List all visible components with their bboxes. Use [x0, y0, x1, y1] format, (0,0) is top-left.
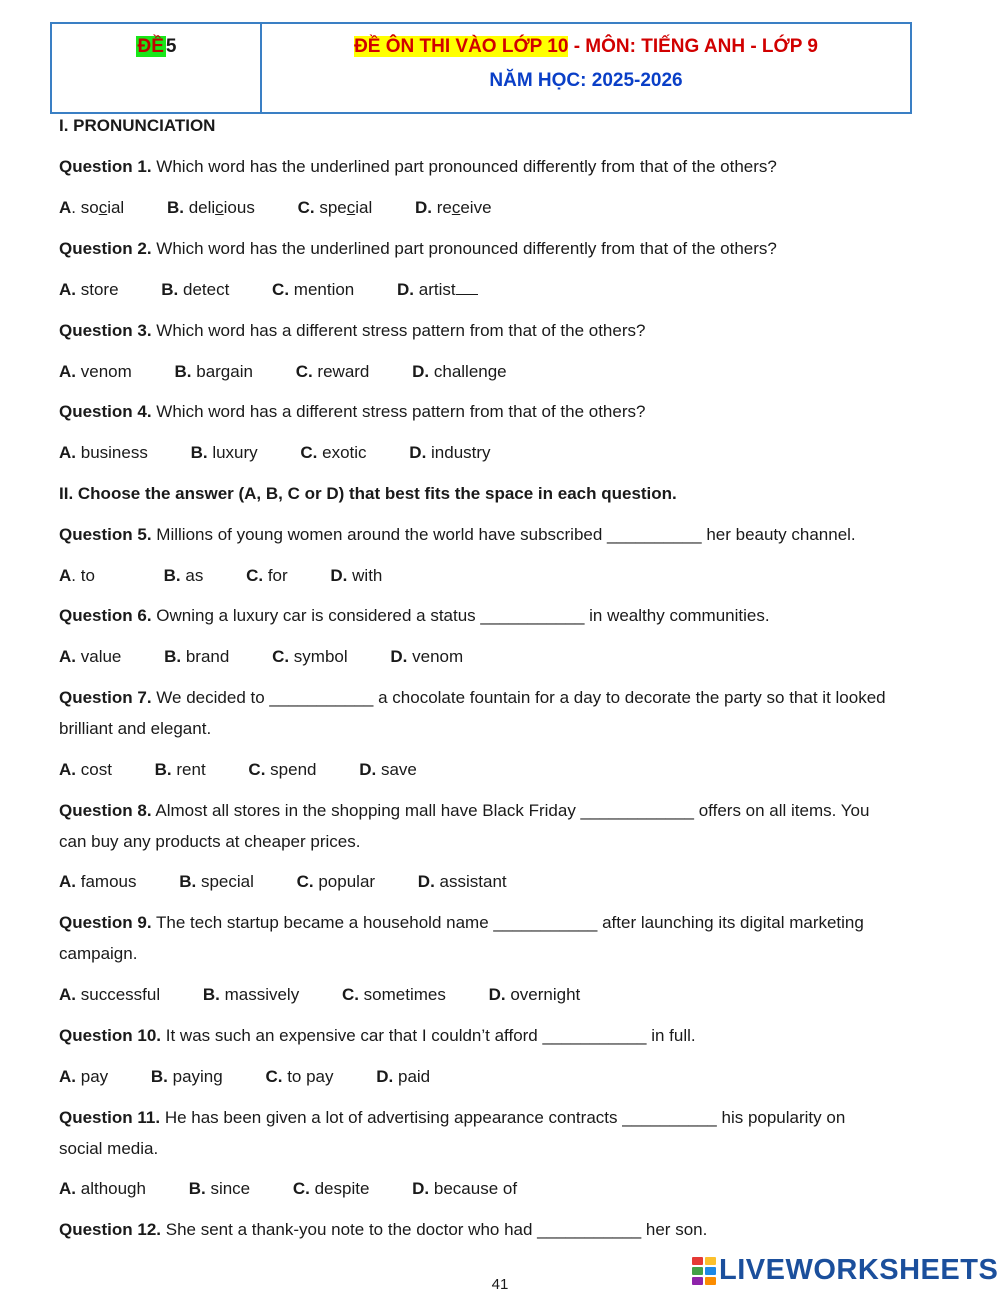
option-d[interactable]: D. save: [359, 760, 417, 779]
option-d[interactable]: D. paid: [376, 1067, 431, 1086]
question-7-options: [59, 759, 455, 781]
question-4-options: [59, 442, 529, 464]
option-a[interactable]: A. social: [59, 198, 125, 217]
option-c[interactable]: C. to pay: [265, 1067, 334, 1086]
question-number: Question 1.: [59, 157, 152, 176]
option-a[interactable]: A. value: [59, 647, 122, 666]
option-c[interactable]: C. reward: [295, 362, 370, 381]
question-8-continued: can buy any products at cheaper prices.: [59, 832, 361, 851]
option-d[interactable]: D. receive: [414, 198, 492, 217]
exam-number-cell: [52, 24, 262, 112]
question-9: Question 9. The tech startup became a household name ___________ after launching its digital marketing: [59, 913, 864, 932]
page-number: 41: [491, 1276, 509, 1293]
question-3: Question 3. Which word has a different stress pattern from that of the others?: [59, 321, 646, 340]
answer-blank[interactable]: [456, 281, 478, 295]
question-9-options: [59, 984, 618, 1006]
question-8: Question 8. Almost all stores in the shopping mall have Black Friday ____________ offers on all items. You: [59, 801, 870, 820]
question-12: Question 12. She sent a thank-you note to the doctor who had ___________ her son.: [59, 1220, 708, 1239]
question-11-options: [59, 1178, 555, 1200]
option-b[interactable]: B. bargain: [174, 362, 253, 381]
option-d[interactable]: D. assistant: [417, 872, 507, 891]
exam-title-cell: [262, 24, 910, 112]
header-table: [50, 22, 912, 114]
option-a[interactable]: A. cost: [59, 760, 112, 779]
question-7-continued: brilliant and elegant.: [59, 719, 212, 738]
option-c[interactable]: C. special: [297, 198, 373, 217]
question-11: Question 11. He has been given a lot of advertising appearance contracts __________ his popularity on: [59, 1108, 846, 1127]
question-5-options: [59, 565, 420, 587]
question-6: Question 6. Owning a luxury car is considered a status ___________ in wealthy communities.: [59, 606, 770, 625]
option-b[interactable]: B. delicious: [166, 198, 255, 217]
de-label: ĐỀ: [137, 36, 164, 57]
option-d[interactable]: D. venom: [390, 647, 464, 666]
option-b[interactable]: B. special: [179, 872, 254, 891]
option-b[interactable]: B. as: [163, 566, 204, 585]
option-d[interactable]: D. challenge: [412, 362, 507, 381]
option-d[interactable]: D. with: [330, 566, 383, 585]
option-c[interactable]: C. mention: [272, 280, 355, 299]
option-b[interactable]: B. rent: [154, 760, 206, 779]
option-a[interactable]: A. store: [59, 280, 119, 299]
liveworksheets-brand: LIVEWORKSHEETS: [719, 1254, 999, 1286]
section-title-choose-answer: II. Choose the answer (A, B, C or D) that best fits the space in each question.: [59, 484, 677, 503]
option-d[interactable]: D. because of: [412, 1179, 518, 1198]
option-b[interactable]: B. detect: [161, 280, 230, 299]
option-a[interactable]: A. although: [59, 1179, 146, 1198]
option-a[interactable]: A. business: [59, 443, 148, 462]
option-d[interactable]: D. industry: [409, 443, 491, 462]
question-4: Question 4. Which word has a different stress pattern from that of the others?: [59, 402, 646, 421]
option-a[interactable]: A. to: [59, 566, 95, 585]
option-b[interactable]: B. brand: [164, 647, 230, 666]
option-b[interactable]: B. paying: [150, 1067, 223, 1086]
option-d[interactable]: D. overnight: [488, 985, 581, 1004]
question-3-options: [59, 361, 545, 383]
question-1-options: [59, 197, 530, 219]
exam-title-highlighted: ĐỀ ÔN THI VÀO LỚP 10: [354, 36, 569, 57]
option-c[interactable]: C. despite: [292, 1179, 370, 1198]
question-7: Question 7. We decided to ___________ a chocolate fountain for a day to decorate the party so that it looked: [59, 688, 886, 707]
question-11-continued: social media.: [59, 1139, 159, 1158]
option-c[interactable]: C. popular: [296, 872, 376, 891]
question-6-options: [59, 646, 501, 668]
school-year: NĂM HỌC: 2025-2026: [489, 70, 683, 91]
question-9-continued: campaign.: [59, 944, 138, 963]
question-1: [59, 156, 777, 178]
option-b[interactable]: B. luxury: [190, 443, 258, 462]
question-10: Question 10. It was such an expensive car that I couldn’t afford ___________ in full.: [59, 1026, 696, 1045]
question-2: Question 2. Which word has the underlined part pronounced differently from that of the others?: [59, 239, 777, 258]
option-a[interactable]: A. successful: [59, 985, 161, 1004]
question-text: Which word has the underlined part pronounced differently from that of the others?: [151, 157, 777, 176]
question-2-options: [59, 279, 516, 301]
exam-title-subject: - MÔN: TIẾNG ANH - LỚP 9: [568, 36, 818, 57]
option-a[interactable]: A. venom: [59, 362, 132, 381]
option-c[interactable]: C. exotic: [300, 443, 367, 462]
liveworksheets-icon: [692, 1257, 716, 1285]
section-title-pronunciation: I. PRONUNCIATION: [59, 116, 216, 135]
exam-title: [262, 34, 910, 60]
option-d[interactable]: D. artist: [397, 280, 478, 299]
liveworksheets-logo: [692, 1254, 998, 1287]
de-number: 5: [165, 36, 177, 57]
question-8-options: [59, 871, 545, 893]
option-c[interactable]: C. spend: [248, 760, 317, 779]
option-c[interactable]: C. sometimes: [341, 985, 446, 1004]
option-b[interactable]: B. massively: [202, 985, 300, 1004]
option-a[interactable]: A. pay: [59, 1067, 109, 1086]
question-10-options: [59, 1066, 468, 1088]
question-5: Question 5. Millions of young women around the world have subscribed __________ her beauty channel.: [59, 525, 856, 544]
option-a[interactable]: A. famous: [59, 872, 137, 891]
option-c[interactable]: C. symbol: [272, 647, 348, 666]
option-b[interactable]: B. since: [188, 1179, 251, 1198]
option-c[interactable]: C. for: [246, 566, 288, 585]
